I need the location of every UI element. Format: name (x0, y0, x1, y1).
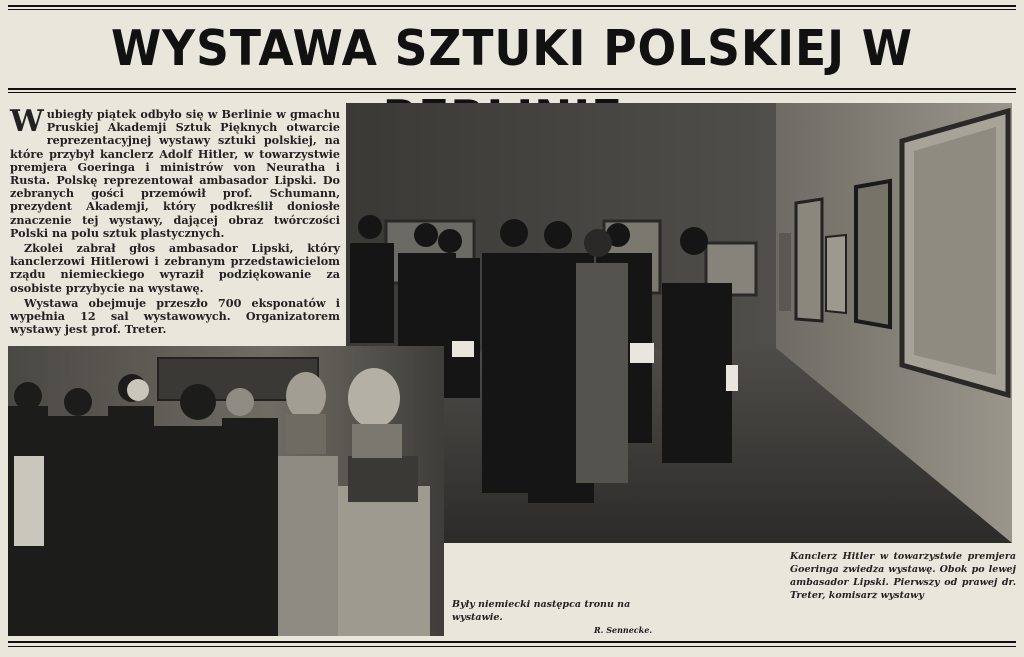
left-caption-credit: R. Sennecke. (594, 625, 653, 635)
bottom-left-photo (8, 346, 444, 636)
bottom-rule (8, 641, 1016, 643)
article-text (10, 104, 340, 338)
top-rule (8, 5, 1016, 7)
left-caption: Były niemiecki następca tronu na wystawie. (452, 599, 631, 623)
dropcap: W (10, 104, 44, 139)
article-paragraph-1 (10, 104, 340, 240)
right-caption: Kanclerz Hitler w towarzystwie premjera Goeringa zwiedza wystawę. Obok po lewej ambasador Lipski. Pierwszy od prawej dr. Treter, komisarz wystawy (790, 551, 1016, 601)
article-paragraph-1-text: ubiegły piątek odbyło się w Berlinie w gmachu Pruskiej Akademji Sztuk Pięknych otwarcie reprezentacyjnej wystawy sztuki polskiej, na które przybył kanclerz Adolf Hitler, w towarzystwie premjera Goeringa i ministrów von Neuratha i Rusta. Polskę reprezentował ambasador Lipski. Do zebranych gości przemówił prof. Schumann, prezydent Akademji, który podkreślił doniosłe znaczenie tej wystawy, dającej obraz twórczości Polski na polu sztuk plastycznych. (10, 107, 340, 240)
top-rule-2 (8, 9, 1016, 10)
headline: WYSTAWA SZTUKI POLSKIEJ W (110, 20, 914, 77)
bottom-rule-2 (8, 646, 1016, 647)
main-gallery-photo (346, 103, 1012, 543)
article-paragraph-2: Zkolei zabrał głos ambasador Lipski, który kanclerzowi Hitlerowi i zebranym przedstawicielom rządu niemieckiego wyraził podziękowanie za osobiste przybycie na wystawę. (10, 241, 340, 295)
article-paragraph-3: Wystawa obejmuje przeszło 700 eksponatów i wypełnia 12 sal wystawowych. Organizatorem wystawy jest prof. Treter. (10, 295, 340, 337)
